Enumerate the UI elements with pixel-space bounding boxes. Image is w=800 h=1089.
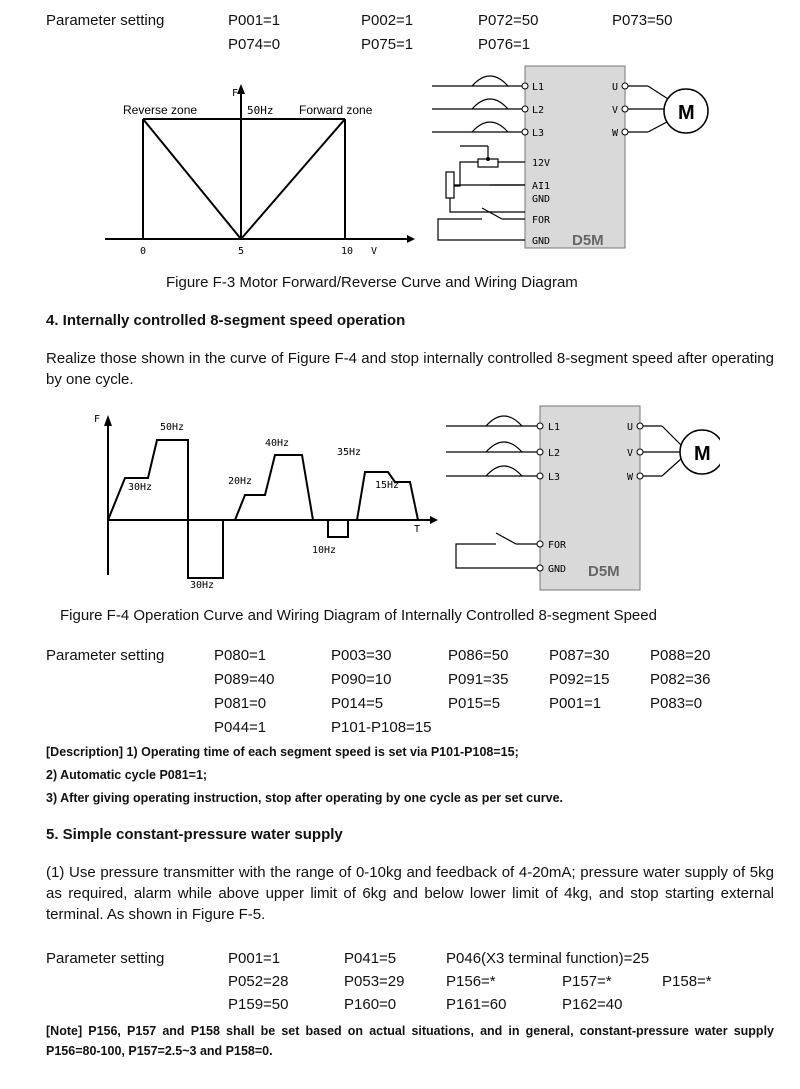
section-4-paragraph: Realize those shown in the curve of Figure F-4 and stop internally controlled 8-segment speed after operating by one cycle. xyxy=(46,350,774,388)
x-tick-label: 10 xyxy=(341,246,354,257)
freq-label: 50Hz xyxy=(160,422,185,433)
param-value: P156=* xyxy=(446,973,496,990)
param-value: P101-P108=15 xyxy=(331,719,432,736)
param-value: P075=1 xyxy=(361,36,414,53)
description-line: 2) Automatic cycle P081=1; xyxy=(46,768,208,782)
freq-label: 15Hz xyxy=(375,480,400,491)
param-value: P159=50 xyxy=(228,996,289,1013)
param-value: P081=0 xyxy=(214,695,267,712)
terminal-label: L1 xyxy=(548,422,561,433)
figure-f4-caption: Figure F-4 Operation Curve and Wiring Diagram of Internally Controlled 8-segment Speed xyxy=(60,607,657,624)
freq-label: 10Hz xyxy=(312,545,337,556)
figure-f4-curve xyxy=(80,410,440,592)
param-value: P160=0 xyxy=(344,996,397,1013)
param-value: P080=1 xyxy=(214,647,267,664)
x-tick-label: 5 xyxy=(238,246,245,257)
param-value: P162=40 xyxy=(562,996,623,1013)
param-value: P083=0 xyxy=(650,695,703,712)
param-value: P158=* xyxy=(662,973,712,990)
param-value: P157=* xyxy=(562,973,612,990)
output-label: U xyxy=(627,422,634,433)
param-value: P082=36 xyxy=(650,671,711,688)
param-value: P014=5 xyxy=(331,695,384,712)
param-value: P002=1 xyxy=(361,12,414,29)
section-5-heading: 5. Simple constant-pressure water supply xyxy=(46,826,343,843)
output-label: V xyxy=(612,105,619,116)
forward-zone-label: Forward zone xyxy=(299,103,373,117)
param-setting-label: Parameter setting xyxy=(46,647,165,664)
freq-label: 35Hz xyxy=(337,447,362,458)
output-label: U xyxy=(612,82,619,93)
section-4-heading: 4. Internally controlled 8-segment speed operation xyxy=(46,312,406,329)
terminal-label: L1 xyxy=(532,82,545,93)
figure-f3-wiring xyxy=(430,64,720,254)
param-value: P041=5 xyxy=(344,950,397,967)
y-axis-arrow xyxy=(237,84,245,94)
freq-label: 30Hz xyxy=(190,580,215,591)
param-value: P073=50 xyxy=(612,12,673,29)
terminal-label: AI1 xyxy=(532,181,551,192)
param-value: P072=50 xyxy=(478,12,539,29)
motor-label: M xyxy=(694,443,711,465)
terminal-label: L3 xyxy=(532,128,545,139)
axis-f-label: F xyxy=(232,88,239,99)
freq-label: 30Hz xyxy=(128,482,153,493)
x-tick-label: 0 xyxy=(140,246,147,257)
figure-f3-caption: Figure F-3 Motor Forward/Reverse Curve and Wiring Diagram xyxy=(166,274,578,291)
param-setting-label: Parameter setting xyxy=(46,12,165,29)
param-value: P001=1 xyxy=(228,950,281,967)
param-value: P044=1 xyxy=(214,719,267,736)
reverse-curve xyxy=(143,119,241,239)
freq-label: 20Hz xyxy=(228,476,253,487)
param-value: P003=30 xyxy=(331,647,392,664)
axis-t-label: T xyxy=(414,524,421,535)
param-value: P001=1 xyxy=(549,695,602,712)
x-axis-arrow xyxy=(407,235,415,243)
output-label: W xyxy=(627,472,634,483)
terminal-label: L3 xyxy=(548,472,561,483)
forward-curve xyxy=(241,119,345,239)
param-value: P001=1 xyxy=(228,12,281,29)
param-value: P046(X3 terminal function)=25 xyxy=(446,950,650,967)
freq-label: 40Hz xyxy=(265,438,290,449)
model-label: D5M xyxy=(588,563,620,580)
param-value: P091=35 xyxy=(448,671,509,688)
output-label: V xyxy=(627,448,634,459)
figure-f3-curve xyxy=(95,82,415,262)
section-5-paragraph: (1) Use pressure transmitter with the range of 0-10kg and feedback of 4-20mA; pressure water supply of 5kg as required, alarm while above upper limit of 6kg and below lower limit of 4kg, and stop starting external terminal. As shown in Figure F-5. xyxy=(46,864,774,923)
param-value: P015=5 xyxy=(448,695,501,712)
param-value: P052=28 xyxy=(228,973,289,990)
terminal-label: L2 xyxy=(532,105,545,116)
param-value: P076=1 xyxy=(478,36,531,53)
param-value: P074=0 xyxy=(228,36,281,53)
param-setting-label: Parameter setting xyxy=(46,950,165,967)
param-value: P086=50 xyxy=(448,647,509,664)
model-label: D5M xyxy=(572,232,604,249)
mid-freq-label: 50Hz xyxy=(247,104,274,117)
speed-profile xyxy=(108,440,421,578)
param-value: P088=20 xyxy=(650,647,711,664)
terminal-label: FOR xyxy=(532,215,551,226)
param-value: P053=29 xyxy=(344,973,405,990)
terminal-label: GND xyxy=(548,564,567,575)
param-value: P092=15 xyxy=(549,671,610,688)
description-line: [Description] 1) Operating time of each segment speed is set via P101-P108=15; xyxy=(46,745,519,759)
reverse-zone-label: Reverse zone xyxy=(123,103,198,117)
description-line: 3) After giving operating instruction, stop after operating by one cycle as per set curve. xyxy=(46,791,564,805)
output-label: W xyxy=(612,128,619,139)
figure-f4-wiring xyxy=(430,404,720,594)
y-axis-arrow xyxy=(104,415,112,426)
param-value: P161=60 xyxy=(446,996,507,1013)
terminal-label: 12V xyxy=(532,158,551,169)
terminal-label: GND xyxy=(532,236,551,247)
param-value: P090=10 xyxy=(331,671,392,688)
terminal-label: L2 xyxy=(548,448,561,459)
motor-label: M xyxy=(678,102,695,124)
terminal-label: FOR xyxy=(548,540,567,551)
param-value: P087=30 xyxy=(549,647,610,664)
terminal-label: GND xyxy=(532,194,551,205)
param-value: P089=40 xyxy=(214,671,275,688)
x-unit-label: V xyxy=(371,246,378,257)
note-paragraph: [Note] P156, P157 and P158 shall be set based on actual situations, and in general, constant-pressure water supply P156=80-100, P157=2.5~3 and P158=0. xyxy=(46,1024,774,1058)
axis-f-label: F xyxy=(94,414,101,425)
